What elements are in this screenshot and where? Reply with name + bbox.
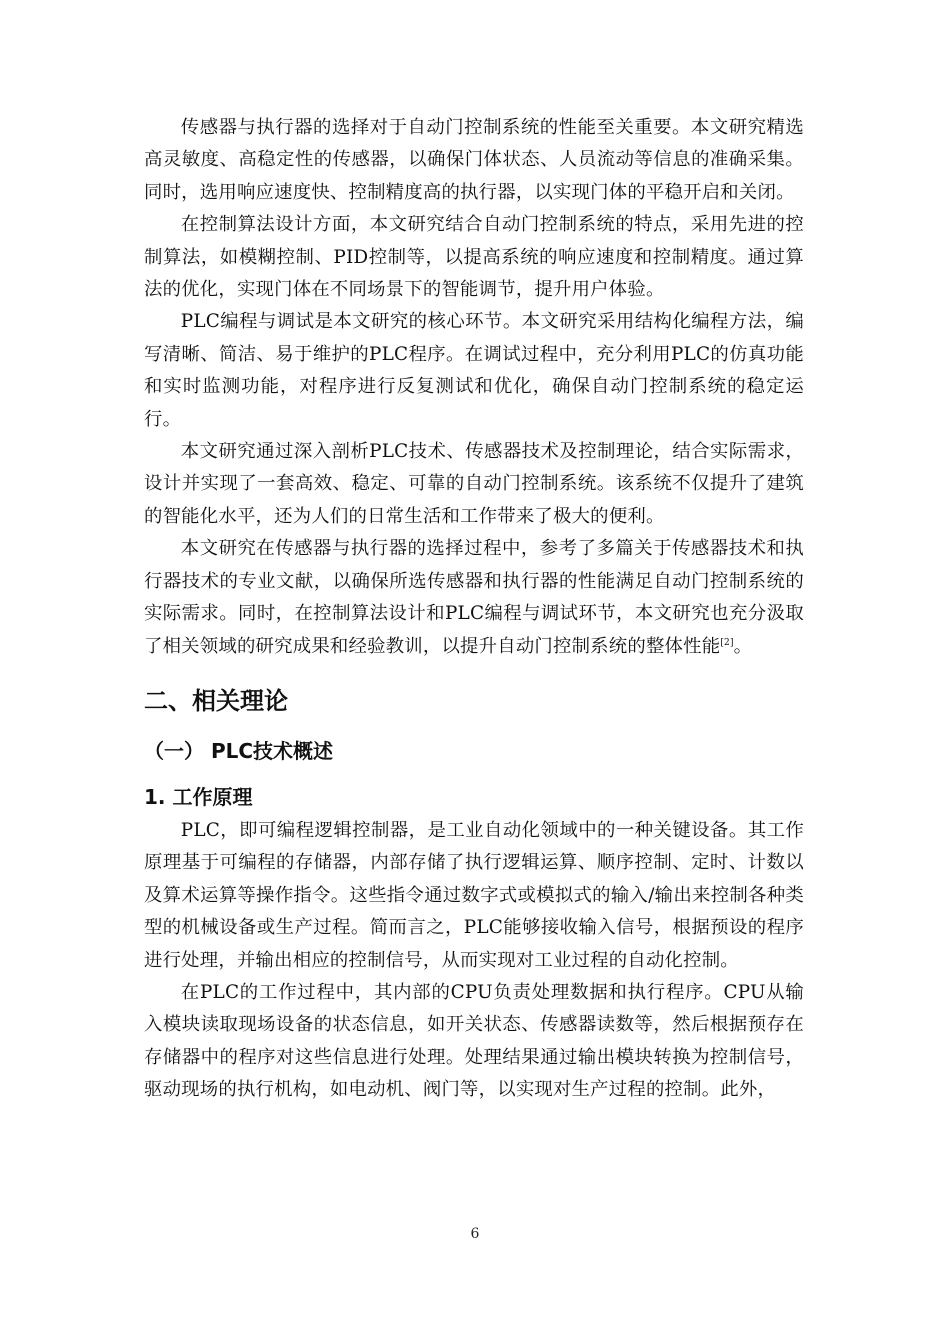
body-paragraph: 在控制算法设计方面，本文研究结合自动门控制系统的特点，采用先进的控制算法，如模糊控制、PID控制等，以提高系统的响应速度和控制精度。通过算法的优化，实现门体在不同场景下的智能调节，提升用户体验。 [144, 214, 804, 301]
citation-marker: [2] [720, 637, 734, 648]
subsection-heading: 1. 工作原理 [144, 784, 253, 809]
body-paragraph-with-citation [144, 533, 804, 663]
document-page [144, 112, 804, 1107]
body-paragraph: PLC，即可编程逻辑控制器，是工业自动化领域中的一种关键设备。其工作原理基于可编程的存储器，内部存储了执行逻辑运算、顺序控制、定时、计数以及算术运算等操作指令。这些指令通过数字式或模拟式的输入/输出来控制各种类型的机械设备或生产过程。简而言之，PLC能够接收输入信号，根据预设的程序进行处理，并输出相应的控制信号，从而实现对工业过程的自动化控制。 [144, 819, 804, 971]
body-paragraph: 传感器与执行器的选择对于自动门控制系统的性能至关重要。本文研究精选高灵敏度、高稳定性的传感器，以确保门体状态、人员流动等信息的准确采集。同时，选用响应速度快、控制精度高的执行器，以实现门体的平稳开启和关闭。 [144, 117, 804, 203]
paragraph-text: 本文研究在传感器与执行器的选择过程中，参考了多篇关于传感器技术和执行器技术的专业文献，以确保所选传感器和执行器的性能满足自动门控制系统的实际需求。同时，在控制算法设计和PLC编程与调试环节，本文研究也充分汲取了相关领域的研究成果和经验教训，以提升自动门控制系统的整体性能 [144, 538, 804, 657]
body-paragraph: 在PLC的工作过程中，其内部的CPU负责处理数据和执行程序。CPU从输入模块读取现场设备的状态信息，如开关状态、传感器读数等，然后根据预存在存储器中的程序对这些信息进行处理。处理结果通过输出模块转换为控制信号，驱动现场的执行机构，如电动机、阀门等，以实现对生产过程的控制。此外， [144, 981, 804, 1101]
section-heading: （一） PLC技术概述 [144, 738, 334, 763]
paragraph-end: 。 [733, 635, 753, 657]
body-paragraph: PLC编程与调试是本文研究的核心环节。本文研究采用结构化编程方法，编写清晰、简洁、易于维护的PLC程序。在调试过程中，充分利用PLC的仿真功能和实时监测功能，对程序进行反复测试和优化，确保自动门控制系统的稳定运行。 [144, 311, 804, 430]
chapter-heading: 二、相关理论 [144, 686, 288, 715]
page-number: 6 [470, 1226, 480, 1242]
body-paragraph: 本文研究通过深入剖析PLC技术、传感器技术及控制理论，结合实际需求，设计并实现了一套高效、稳定、可靠的自动门控制系统。该系统不仅提升了建筑的智能化水平，还为人们的日常生活和工作带来了极大的便利。 [144, 441, 804, 527]
